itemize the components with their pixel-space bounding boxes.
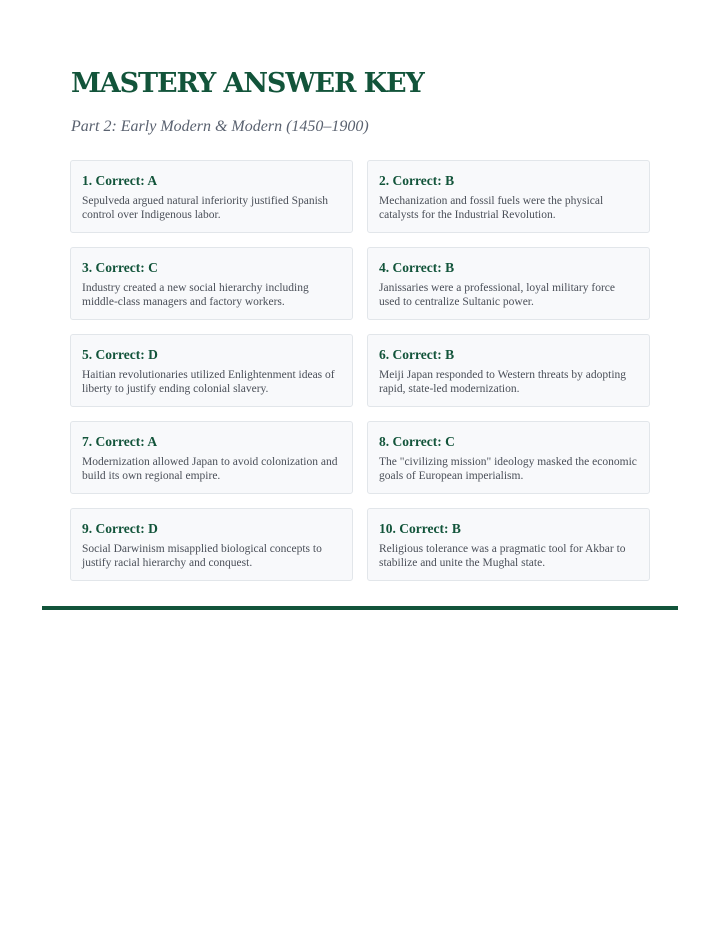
answer-explanation: Religious tolerance was a pragmatic tool for Akbar to stabilize and unite the Mughal state. [379, 543, 626, 569]
section-divider [42, 606, 678, 610]
answer-heading: 10. Correct: B [379, 521, 461, 536]
answer-heading: 3. Correct: C [82, 260, 158, 275]
answer-card [70, 247, 353, 320]
answer-card [367, 160, 650, 233]
answer-card [367, 421, 650, 494]
answer-heading: 6. Correct: B [379, 347, 455, 362]
answer-heading: 5. Correct: D [82, 347, 158, 362]
answer-card [367, 334, 650, 407]
answer-explanation: Modernization allowed Japan to avoid colonization and build its own regional empire. [82, 456, 338, 482]
answer-explanation: Industry created a new social hierarchy including middle-class managers and factory workers. [82, 282, 309, 308]
answer-card [367, 247, 650, 320]
answer-card [70, 334, 353, 407]
page-title: MASTERY ANSWER KEY [71, 68, 424, 99]
answer-heading: 7. Correct: A [82, 434, 158, 449]
answer-heading: 9. Correct: D [82, 521, 158, 536]
page-subtitle: Part 2: Early Modern & Modern (1450–1900) [71, 118, 369, 135]
answer-heading: 2. Correct: B [379, 173, 455, 188]
answer-explanation: Haitian revolutionaries utilized Enlightenment ideas of liberty to justify ending colonial slavery. [82, 369, 335, 395]
answer-card [70, 508, 353, 581]
answer-card [367, 508, 650, 581]
answer-explanation: Mechanization and fossil fuels were the physical catalysts for the Industrial Revolution. [379, 195, 604, 221]
answer-heading: 8. Correct: C [379, 434, 455, 449]
answer-heading: 1. Correct: A [82, 173, 158, 188]
answer-explanation: Social Darwinism misapplied biological concepts to justify racial hierarchy and conquest. [82, 543, 322, 569]
answer-explanation: Sepulveda argued natural inferiority justified Spanish control over Indigenous labor. [82, 195, 329, 221]
answer-heading: 4. Correct: B [379, 260, 455, 275]
answer-card [70, 160, 353, 233]
answer-explanation: Janissaries were a professional, loyal military force used to centralize Sultanic power. [379, 282, 615, 308]
answer-card [70, 421, 353, 494]
answer-explanation: The "civilizing mission" ideology masked the economic goals of European imperialism. [379, 456, 637, 482]
answer-grid [70, 160, 650, 581]
answer-explanation: Meiji Japan responded to Western threats by adopting rapid, state-led modernization. [379, 369, 627, 395]
